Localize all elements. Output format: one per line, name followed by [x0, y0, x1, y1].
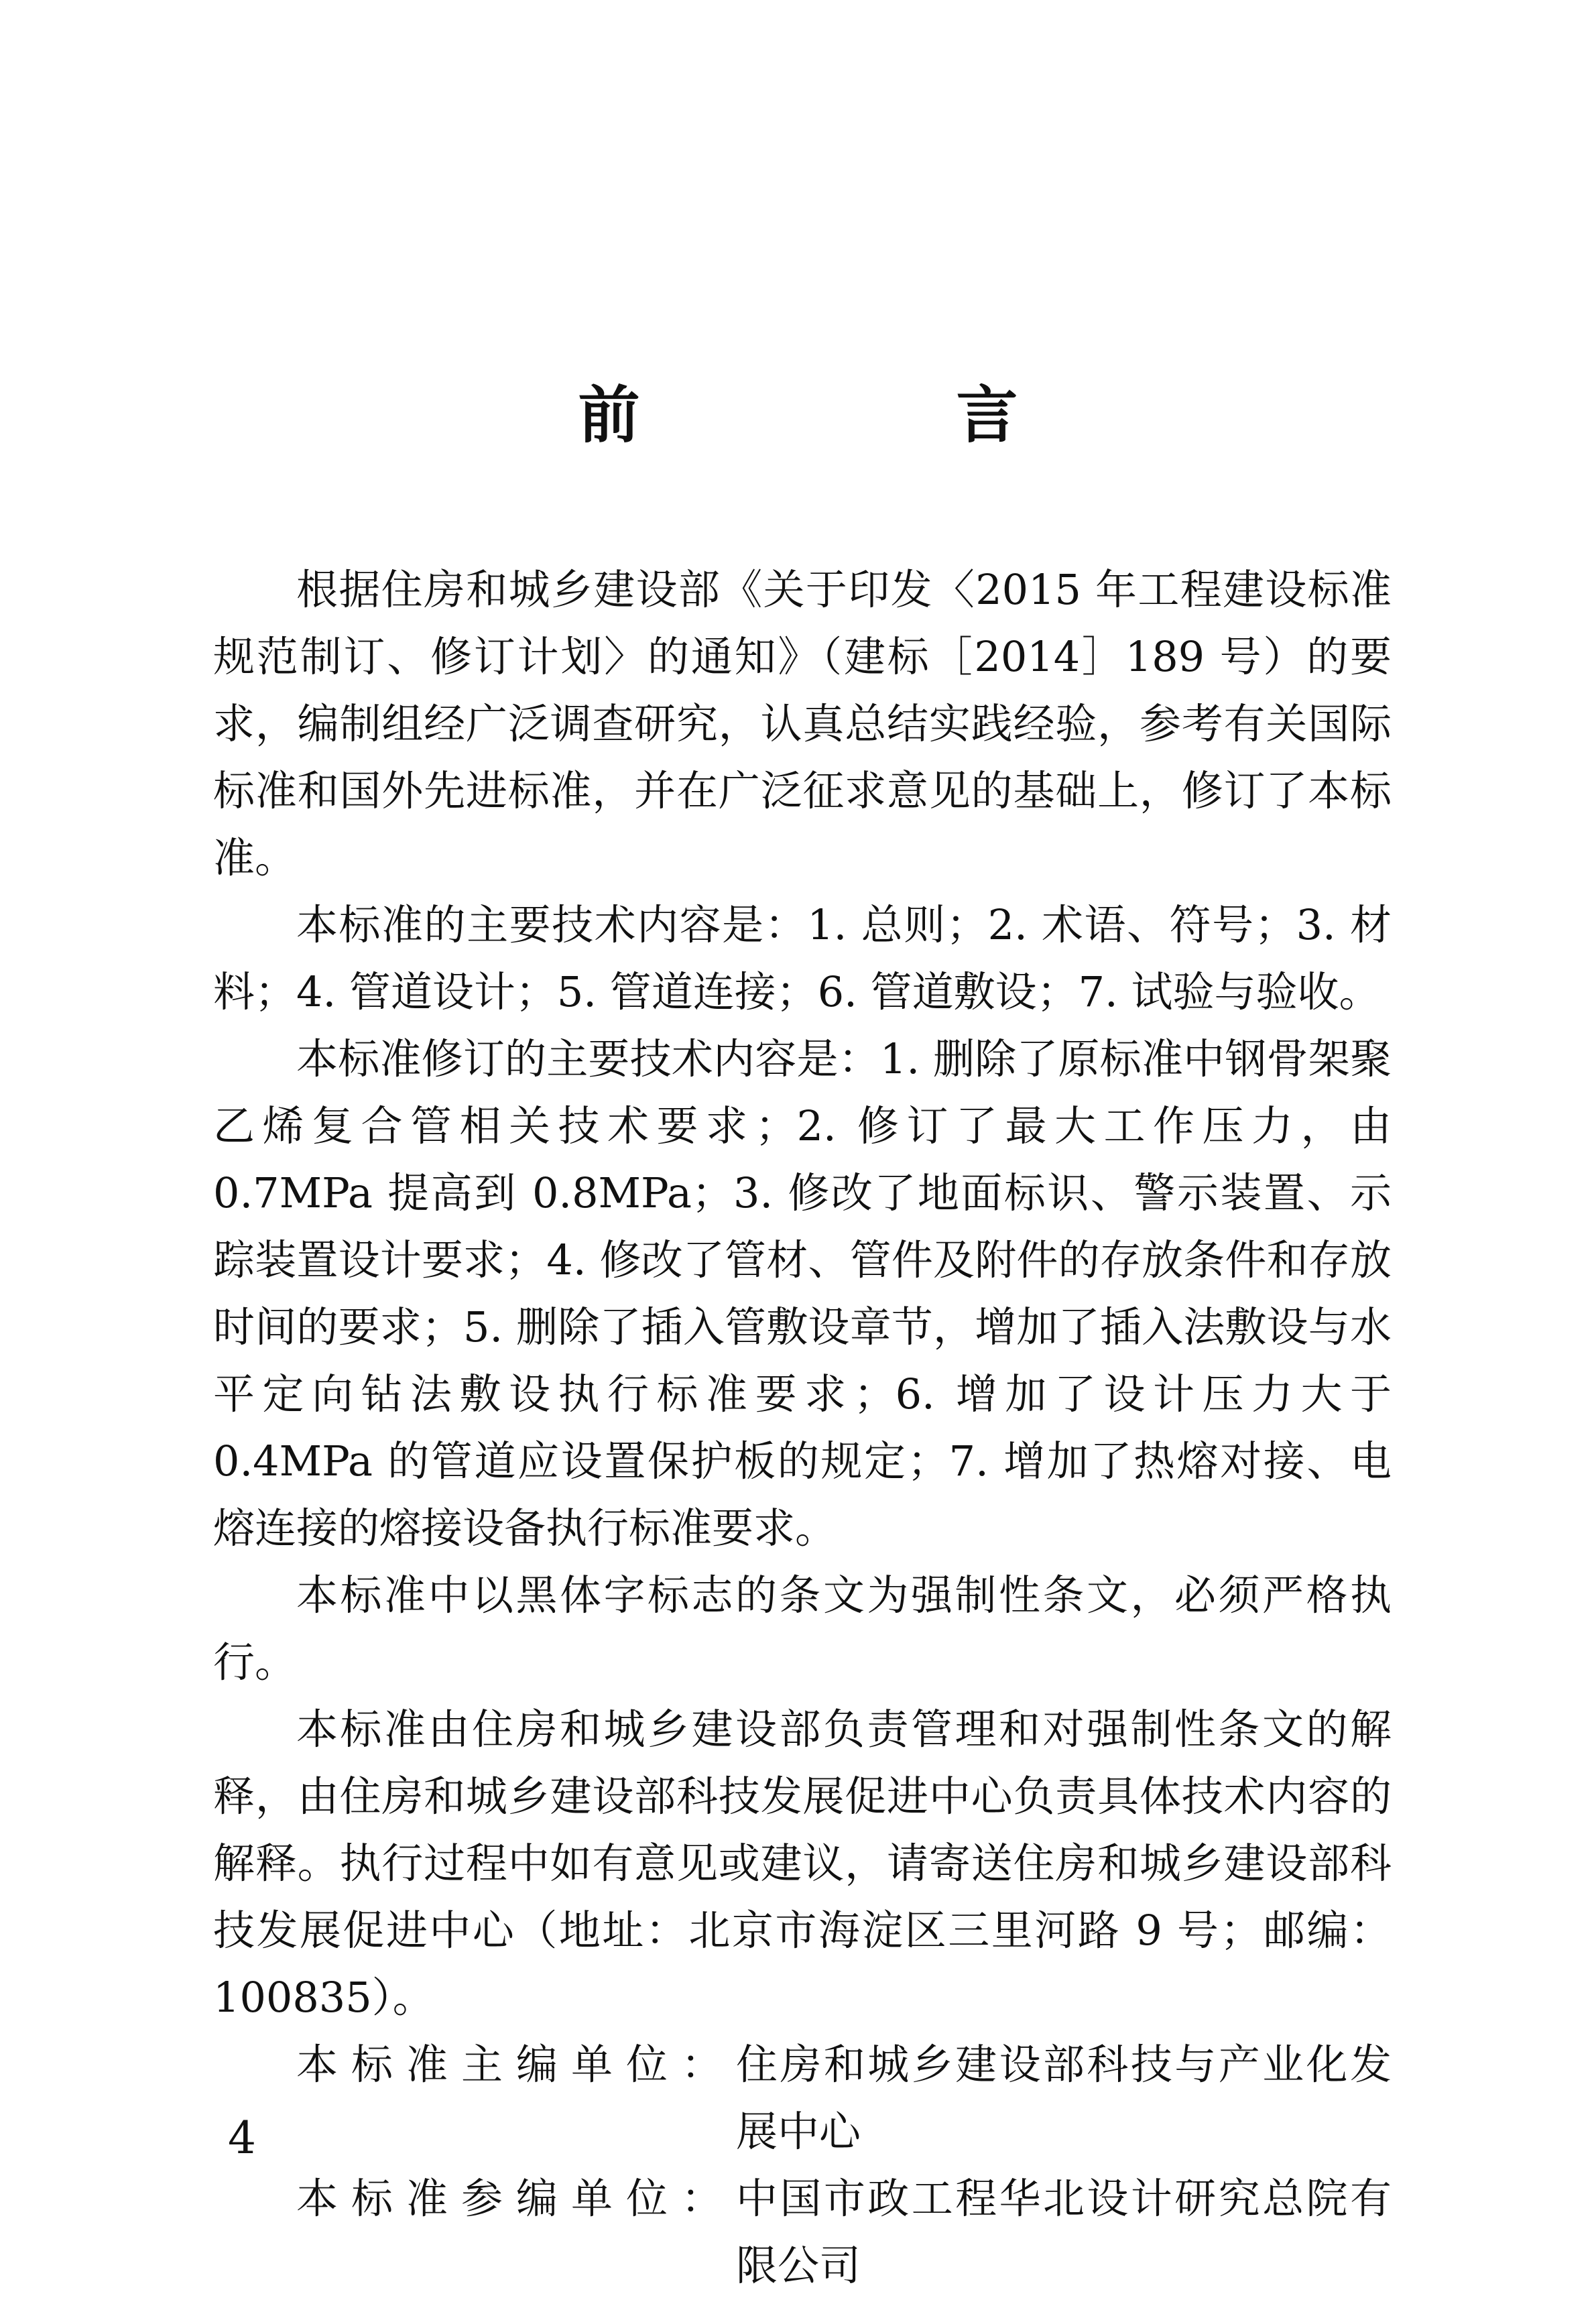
paragraph-mandatory: 本标准中以黑体字标志的条文为强制性条文，必须严格执行。 — [213, 1571, 1392, 1687]
paragraph-management: 本标准由住房和城乡建设部负责管理和对强制性条文的解释，由住房和城乡建设部科技发展促进中心负责具体技术内容的解释。执行过程中如有意见或建议，请寄送住房和城乡建设部科技发展促进中心（地址：北京市海淀区三里河路 9 号；邮编：100835）。 — [213, 1705, 1392, 2022]
chief-editor-unit-value: 住房和城乡建设部科技与产业化发展中心 — [736, 2040, 1392, 2156]
chief-editor-unit-row — [213, 2031, 1392, 2165]
paragraph-revision: 本标准修订的主要技术内容是：1. 删除了原标准中钢骨架聚乙烯复合管相关技术要求；2. 修订了最大工作压力，由 0.7MPa 提高到 0.8MPa；3. 修改了地面标识、警示装置、示踪装置设计要求；4. 修改了管材、管件及附件的存放条件和存放时间的要求；5. 删除了插入管敷设章节，增加了插入法敷设与水平定向钻法敷设执行标准要求；6. 增加了设计压力大于 0.4MPa 的管道应设置保护板的规定；7. 增加了热熔对接、电熔连接的熔接设备执行标准要求。 — [213, 1034, 1392, 1553]
participating-unit-row — [213, 2165, 1392, 2299]
page-title: 前 言 — [578, 379, 1146, 451]
page-number: 4 — [228, 2112, 256, 2164]
preface-body — [213, 556, 1392, 2299]
chief-editor-unit-label: 本标准主编单位： — [296, 2040, 737, 2089]
paragraph-basis: 根据住房和城乡建设部《关于印发〈2015 年工程建设标准规范制订、修订计划〉的通知》（建标［2014］189 号）的要求，编制组经广泛调查研究，认真总结实践经验，参考有关国际标准和国外先进标准，并在广泛征求意见的基础上，修订了本标准。 — [213, 565, 1392, 882]
participating-unit-label: 本标准参编单位： — [296, 2174, 737, 2223]
paragraph-main-content: 本标准的主要技术内容是：1. 总则；2. 术语、符号；3. 材料；4. 管道设计；5. 管道连接；6. 管道敷设；7. 试验与验收。 — [213, 900, 1392, 1016]
participating-unit-value: 中国市政工程华北设计研究总院有限公司 — [736, 2174, 1392, 2290]
